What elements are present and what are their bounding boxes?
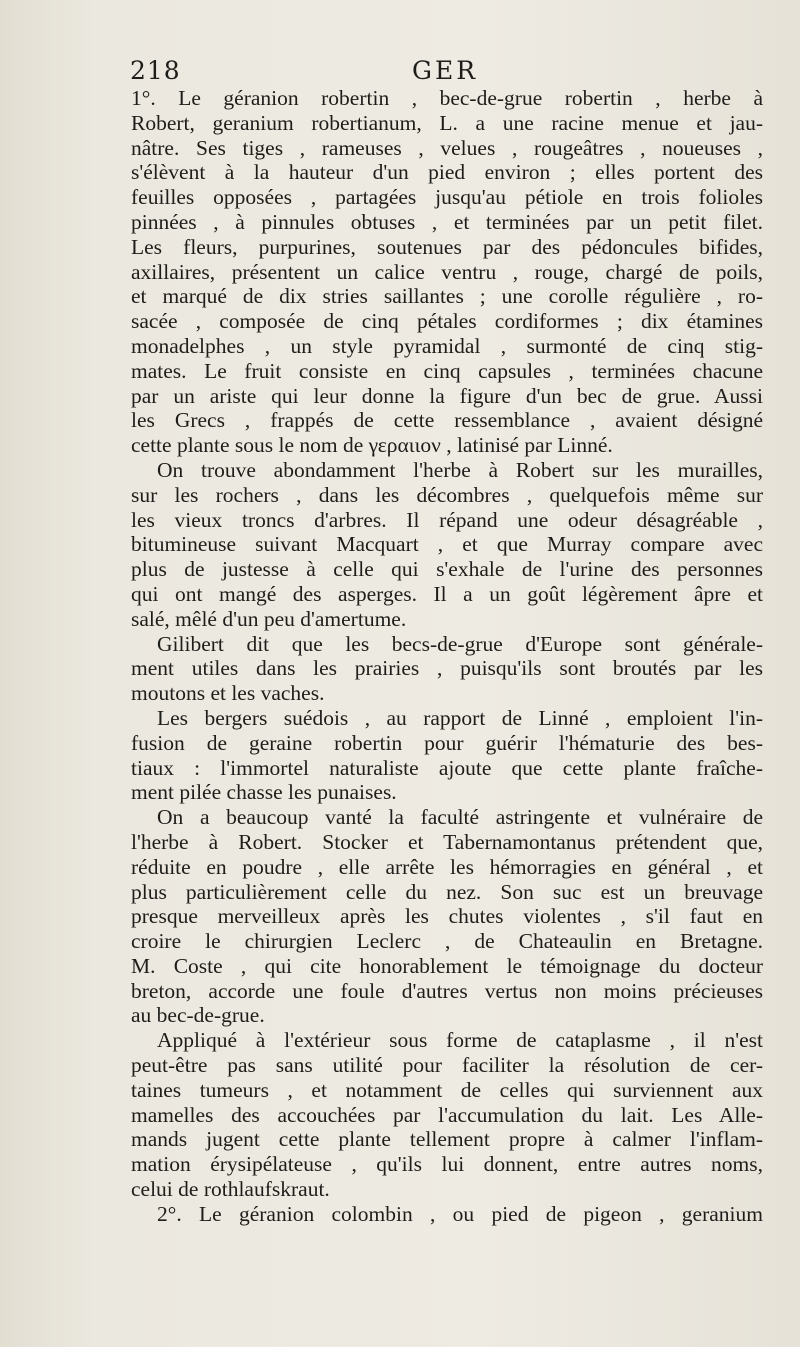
paragraph (131, 1028, 763, 1202)
text-line: par un ariste qui leur donne la figure d'un bec de grue. Aussi (131, 383, 763, 408)
text-line: au bec-de-grue. (131, 1003, 265, 1028)
text-line: ment pilée chasse les punaises. (131, 780, 397, 805)
text-line: l'herbe à Robert. Stocker et Tabernamontanus prétendent que, (131, 829, 763, 854)
page-number: 218 (130, 56, 181, 85)
text-line: 1°. Le géranion robertin , bec-de-grue robertin , herbe à (131, 86, 763, 110)
text-line: cette plante sous le nom de γεραιιον , latinisé par Linné. (131, 433, 613, 458)
text-line: les vieux troncs d'arbres. Il répand une odeur désagréable , (131, 507, 763, 532)
text-line: salé, mêlé d'un peu d'amertume. (131, 606, 407, 631)
text-line: les Grecs , frappés de cette ressemblance , avaient désigné (131, 408, 763, 433)
text-line: On trouve abondamment l'herbe à Robert sur les murailles, (157, 457, 763, 482)
paragraph (131, 458, 763, 632)
text-line: s'élèvent à la hauteur d'un pied environ ; elles portent des (131, 160, 763, 185)
text-line: taines tumeurs , et notamment de celles qui surviennent aux (131, 1077, 763, 1102)
text-line: celui de rothlaufskraut. (131, 1177, 330, 1202)
text-line: plus de justesse à celle qui s'exhale de l'urine des personnes (131, 557, 763, 582)
text-line: tiaux : l'immortel naturaliste ajoute que cette plante fraîche- (131, 755, 763, 780)
running-head: GER (412, 56, 479, 85)
text-line: moutons et les vaches. (131, 681, 325, 706)
text-line: monadelphes , un style pyramidal , surmonté de cinq stig- (131, 333, 763, 358)
text-line: plus particulièrement celle du nez. Son suc est un breuvage (131, 879, 763, 904)
text-line: axillaires, présentent un calice ventru , rouge, chargé de poils, (131, 259, 763, 284)
text-line: croire le chirurgien Leclerc , de Chateaulin en Bretagne. (131, 929, 763, 954)
text-line: presque merveilleux après les chutes violentes , s'il faut en (131, 904, 763, 929)
text-line: Gilibert dit que les becs-de-grue d'Europe sont générale- (157, 631, 763, 656)
text-line: mands jugent cette plante tellement propre à calmer l'inflam- (131, 1127, 763, 1152)
text-line: Les fleurs, purpurines, soutenues par des pédoncules bifides, (131, 234, 763, 259)
text-line: sacée , composée de cinq pétales cordiformes ; dix étamines (131, 309, 763, 334)
text-line: feuilles opposées , partagées jusqu'au pétiole en trois folioles (131, 185, 763, 210)
page-body (131, 86, 763, 1227)
text-line: Les bergers suédois , au rapport de Linné , emploient l'in- (157, 705, 763, 730)
text-line: bitumineuse suivant Macquart , et que Murray compare avec (131, 532, 763, 557)
text-line: On a beaucoup vanté la faculté astringente et vulnéraire de (157, 805, 763, 830)
paragraph (131, 805, 763, 1028)
text-line: sur les rochers , dans les décombres , quelquefois même sur (131, 482, 763, 507)
paragraph (131, 86, 763, 458)
text-line: qui ont mangé des asperges. Il a un goût légèrement âpre et (131, 581, 763, 606)
text-line: peut-être pas sans utilité pour faciliter la résolution de cer- (131, 1053, 763, 1078)
text-line: Appliqué à l'extérieur sous forme de cataplasme , il n'est (157, 1028, 763, 1053)
text-line: nâtre. Ses tiges , rameuses , velues , rougeâtres , noueuses , (131, 135, 763, 160)
text-line: et marqué de dix stries saillantes ; une corolle régulière , ro- (131, 284, 763, 309)
text-line: 2°. Le géranion colombin , ou pied de pigeon , geranium (157, 1201, 763, 1226)
text-line: mates. Le fruit consiste en cinq capsules , terminées chacune (131, 358, 763, 383)
text-line: breton, accorde une foule d'autres vertus non moins précieuses (131, 978, 763, 1003)
text-line: ment utiles dans les prairies , puisqu'ils sont broutés par les (131, 656, 763, 681)
page-header (130, 56, 770, 90)
text-line: fusion de geraine robertin pour guérir l'hématurie des bes- (131, 730, 763, 755)
text-line: réduite en poudre , elle arrête les hémorragies en général , et (131, 854, 763, 879)
text-line: M. Coste , qui cite honorablement le témoignage du docteur (131, 953, 763, 978)
paragraph (131, 706, 763, 805)
text-line: pinnées , à pinnules obtuses , et terminées par un petit filet. (131, 209, 763, 234)
text-line: mamelles des accouchées par l'accumulation du lait. Les Alle- (131, 1102, 763, 1127)
text-line: Robert, geranium robertianum, L. a une racine menue et jau- (131, 110, 763, 135)
paragraph (131, 632, 763, 706)
text-line: mation érysipélateuse , qu'ils lui donnent, entre autres noms, (131, 1152, 763, 1177)
paragraph (131, 1202, 763, 1227)
